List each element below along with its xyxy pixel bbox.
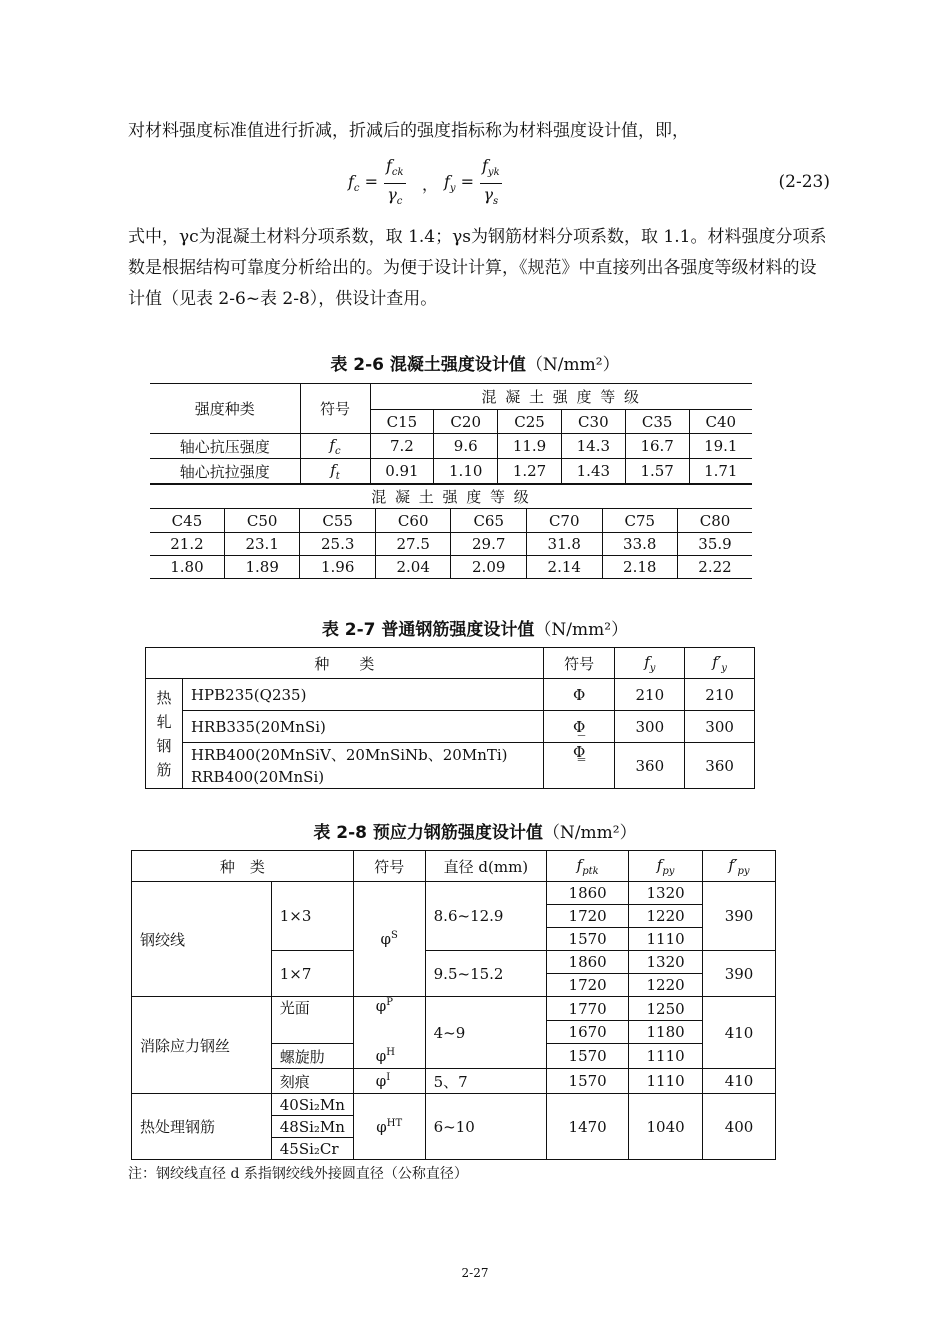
strength-value: 2.18 [602, 556, 678, 579]
header-symbol: 符号 [300, 384, 370, 434]
formula-fc-fraction [384, 156, 406, 213]
header-symbol: 符号 [353, 851, 425, 882]
table-cell: γ [483, 185, 494, 205]
table-cell: 表 2-8 预应力钢筋强度设计值 [313, 823, 543, 843]
fy-value: 300 [615, 711, 685, 743]
table-cell: HRB400(20MnSiV、20MnSiNb、20MnTi) [190, 745, 508, 764]
table-2-7 [145, 647, 755, 789]
strand-symbol [353, 882, 425, 997]
table-cell: φ [380, 930, 392, 948]
table-cell: 1720 [547, 905, 629, 928]
wire-spiral-rib: 螺旋肋 [271, 1044, 353, 1069]
steel-name [182, 743, 543, 789]
strength-value: 9.6 [434, 434, 498, 459]
formula-fy-lhs: $f_y$ = [444, 172, 475, 195]
table-cell: φ [375, 1072, 387, 1090]
table-cell: f [576, 855, 583, 874]
table-cell: S [391, 930, 398, 941]
header-diameter: 直径 d(mm) [425, 851, 547, 882]
formula-separator: ， [422, 175, 439, 194]
table-cell: 48Si₂Mn [271, 1116, 353, 1138]
strength-value: 1.43 [561, 459, 625, 484]
wire-indented-symbol [353, 1069, 425, 1094]
table-cell: 表 2-7 普通钢筋强度设计值 [321, 620, 535, 640]
group-strand: 钢绞线 [132, 882, 272, 997]
table-cell: 45Si₂Cr [271, 1138, 353, 1160]
table-cell: 1110 [629, 1069, 703, 1094]
header-grade: 混 凝 土 强 度 等 级 [370, 384, 752, 410]
strength-value: 29.7 [451, 533, 527, 556]
wire-plain: 光面 [271, 997, 353, 1044]
strength-value: 1.71 [689, 459, 752, 484]
table-cell: py [737, 865, 750, 877]
strength-value: 1.57 [625, 459, 689, 484]
table-2-6-caption [0, 350, 950, 375]
table-cell: 1320 [629, 951, 703, 974]
header-strength-type: 强度种类 [150, 384, 300, 434]
grade-label: C20 [434, 410, 498, 434]
grade-label: C70 [526, 509, 602, 533]
fy-prime-value: 210 [685, 679, 755, 711]
intro-line: 对材料强度标准值进行折减，折减后的强度指标称为材料强度设计值，即， [128, 121, 689, 141]
strength-symbol: $f_c$ [300, 434, 370, 459]
table-cell: 1570 [547, 1044, 629, 1069]
strength-value: 14.3 [561, 434, 625, 459]
strength-value: 2.09 [451, 556, 527, 579]
table-2-7-caption [0, 615, 950, 640]
formula-2-23 [340, 156, 540, 212]
strength-type: 轴心抗拉强度 [150, 459, 300, 484]
intro-paragraph: 式中，γc为混凝土材料分项系数，取 1.4；γs为钢筋材料分项系数，取 1.1。材料强度分项系数是根据结构可靠度分析给出的。为便于设计计算，《规范》中直接列出各强度等级材料的设计值（见表 2-6~表 2-8），供设计查用。 [128, 227, 827, 309]
wire-diameter: 4~9 [425, 997, 547, 1069]
grade-label: C45 [150, 509, 224, 533]
table-cell: γ [387, 185, 397, 205]
heat-treated-symbol [353, 1094, 425, 1160]
table-cell: ptk [582, 865, 599, 877]
strength-value: 11.9 [498, 434, 562, 459]
strength-value: 1.89 [224, 556, 300, 579]
table-cell: 1220 [629, 974, 703, 997]
strength-value: 2.04 [375, 556, 451, 579]
table-2-6-bottom [150, 484, 752, 579]
strength-value: 35.9 [678, 533, 752, 556]
table-cell: y [449, 183, 456, 195]
steel-symbol: Φ̲ [543, 711, 615, 743]
strength-value: 1.10 [434, 459, 498, 484]
table-cell: 1860 [547, 951, 629, 974]
table-2-8-caption [0, 818, 950, 843]
table-cell: f [444, 172, 450, 191]
grade-label: C35 [625, 410, 689, 434]
fy-value: 360 [615, 743, 685, 789]
table-cell: HT [386, 1117, 403, 1129]
table-cell: （N/mm²） [525, 355, 620, 375]
table-cell: py [662, 865, 675, 877]
table-cell: y [649, 662, 656, 674]
steel-name: HPB235(Q235) [182, 679, 543, 711]
wire-indented: 刻痕 [271, 1069, 353, 1094]
header-symbol: 符号 [543, 648, 615, 679]
table-cell: f′ [712, 652, 722, 671]
table-cell: y [721, 662, 727, 674]
grade-label: C15 [370, 410, 434, 434]
strength-value: 2.22 [678, 556, 752, 579]
formula-fc-lhs: $f_c$ = [348, 172, 379, 195]
table-cell: 1770 [547, 997, 629, 1021]
side-label-hot-rolled: 热轧钢筋 [146, 679, 183, 789]
strand-1x7-diameter: 9.5~15.2 [425, 951, 547, 997]
table-cell: （N/mm²） [542, 823, 637, 843]
table-cell: 390 [703, 951, 776, 997]
steel-symbol: Φ [543, 679, 615, 711]
table-cell: 1860 [547, 882, 629, 905]
strength-value: 31.8 [526, 533, 602, 556]
table-cell: 1110 [629, 928, 703, 951]
strength-value: 33.8 [602, 533, 678, 556]
table-cell: 1220 [629, 905, 703, 928]
grade-label: C30 [561, 410, 625, 434]
strand-1x3-diameter: 8.6~12.9 [425, 882, 547, 951]
table-cell: f [656, 855, 663, 874]
table-cell: 1040 [629, 1094, 703, 1160]
table-cell: P [386, 997, 393, 1008]
strength-value: 23.1 [224, 533, 300, 556]
header-grade-2: 混 凝 土 强 度 等 级 [150, 485, 752, 509]
header-type: 种 类 [132, 851, 354, 882]
wire-plain-symbol [353, 997, 425, 1044]
table-cell: ck [391, 167, 404, 179]
strength-symbol: $f_t$ [300, 459, 370, 484]
table-cell: f [644, 652, 650, 671]
header-fy-prime [685, 648, 755, 679]
table-cell: 1110 [629, 1044, 703, 1069]
table-cell: 400 [703, 1094, 776, 1160]
table-cell: c [396, 196, 403, 208]
table-cell: 1570 [547, 928, 629, 951]
strength-value: 1.27 [498, 459, 562, 484]
grade-label: C40 [689, 410, 752, 434]
table-cell: s [493, 196, 499, 208]
group-heat-treated: 热处理钢筋 [132, 1094, 272, 1160]
table-cell: H [386, 1046, 395, 1058]
table-cell: 1320 [629, 882, 703, 905]
strength-value: 19.1 [689, 434, 752, 459]
table-cell: f [386, 156, 392, 175]
group-stress-relieved-wire: 消除应力钢丝 [132, 997, 272, 1094]
header-fpy-prime [703, 851, 776, 882]
table-cell: φ [375, 997, 387, 1015]
table-cell: 1570 [547, 1069, 629, 1094]
strength-value: 7.2 [370, 434, 434, 459]
strand-1x7: 1×7 [271, 951, 353, 997]
table-cell: f [482, 156, 488, 175]
table-cell: 390 [703, 882, 776, 951]
table-cell: RRB400(20MnSi) [190, 767, 325, 786]
wire-indented-diameter: 5、7 [425, 1069, 547, 1094]
table-cell: 6~10 [425, 1094, 547, 1160]
strength-value: 27.5 [375, 533, 451, 556]
table-cell: 40Si₂Mn [271, 1094, 353, 1116]
header-type: 种 类 [146, 648, 544, 679]
table-note: 注：钢绞线直径 d 系指钢绞线外接圆直径（公称直径） [128, 1166, 468, 1182]
strength-value: 1.96 [300, 556, 376, 579]
grade-label: C55 [300, 509, 376, 533]
grade-label: C75 [602, 509, 678, 533]
table-cell: 1470 [547, 1094, 629, 1160]
formula-fy-fraction [480, 156, 502, 213]
steel-symbol: Φ̳ [543, 743, 615, 789]
grade-label: C80 [678, 509, 752, 533]
strength-value: 16.7 [625, 434, 689, 459]
table-cell: 410 [703, 997, 776, 1069]
table-cell: f [348, 172, 354, 191]
wire-spiral-symbol [353, 1044, 425, 1069]
grade-label: C50 [224, 509, 300, 533]
table-cell: 1670 [547, 1021, 629, 1044]
table-cell: 1180 [629, 1021, 703, 1044]
table-cell: f′ [728, 855, 738, 874]
table-cell: φ [376, 1117, 387, 1136]
header-fpy [629, 851, 703, 882]
fy-prime-value: 360 [685, 743, 755, 789]
table-2-8 [131, 850, 776, 1160]
fy-prime-value: 300 [685, 711, 755, 743]
grade-label: C25 [498, 410, 562, 434]
fy-value: 210 [615, 679, 685, 711]
table-cell: c [353, 183, 360, 195]
table-cell: （N/mm²） [534, 620, 629, 640]
table-cell: 1720 [547, 974, 629, 997]
strength-value: 1.80 [150, 556, 224, 579]
header-fptk [547, 851, 629, 882]
strand-1x3: 1×3 [271, 882, 353, 951]
grade-label: C65 [451, 509, 527, 533]
strength-value: 21.2 [150, 533, 224, 556]
table-cell: 410 [703, 1069, 776, 1094]
table-cell: yk [487, 167, 500, 179]
steel-name: HRB335(20MnSi) [182, 711, 543, 743]
strength-value: 25.3 [300, 533, 376, 556]
table-2-6-top [150, 383, 752, 484]
strength-type: 轴心抗压强度 [150, 434, 300, 459]
table-cell: I [386, 1072, 391, 1083]
table-cell: 表 2-6 混凝土强度设计值 [330, 355, 526, 375]
grade-label: C60 [375, 509, 451, 533]
strength-value: 2.14 [526, 556, 602, 579]
table-cell: φ [375, 1046, 387, 1065]
table-cell: 1250 [629, 997, 703, 1021]
formula-number: (2-23) [778, 172, 830, 192]
strength-value: 0.91 [370, 459, 434, 484]
page-number: 2-27 [461, 1266, 489, 1280]
header-fy [615, 648, 685, 679]
